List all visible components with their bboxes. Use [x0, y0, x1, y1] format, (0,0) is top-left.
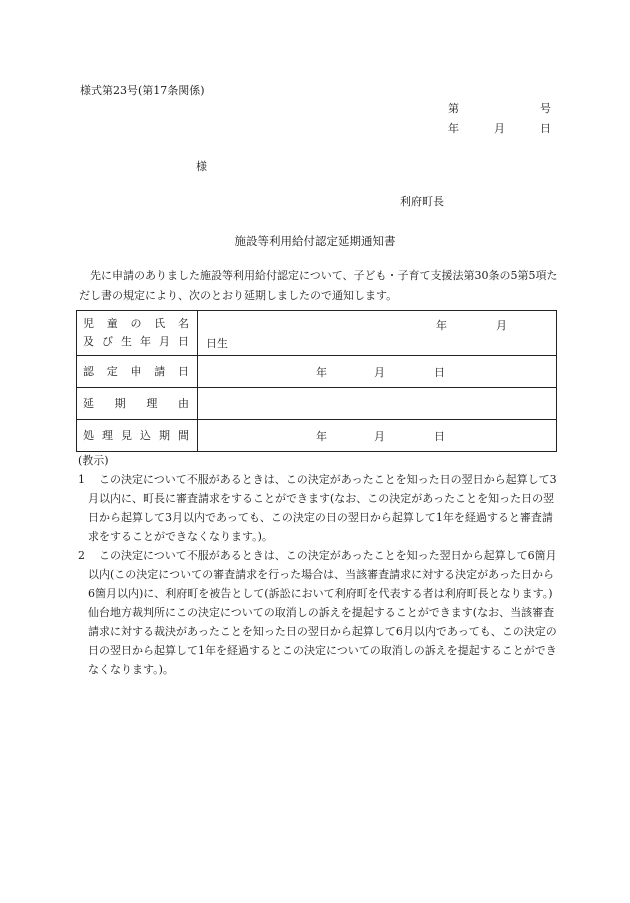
period-day-unit: 日	[434, 430, 445, 443]
period-month-unit: 月	[374, 430, 385, 443]
app-year-unit: 年	[316, 366, 327, 379]
application-date-field[interactable]	[198, 356, 557, 388]
doc-number-suffix: 号	[540, 102, 551, 115]
intro-text: 先に申請のありました施設等利用給付認定について、子ども・子育て支援法第30条の5第5項ただし書の規定により、次のとおり延期しましたので通知します。	[79, 269, 558, 302]
app-day-unit: 日	[434, 366, 445, 379]
note-item	[78, 546, 560, 679]
sender: 利府町長	[400, 195, 444, 208]
birth-month-unit: 月	[496, 319, 507, 332]
note-text: この決定について不服があるときは、この決定があったことを知った翌日から起算して6箇月以内(この決定についての審査請求を行った場合は、当該審査請求に対する決定があった日から6箇月以内)に、利府町を被告として(訴訟において利府町を代表する者は利府町長となります。)仙台地方裁判所にこの決定についての取消しの訴えを提起することができます(なお、当該審査請求に対する裁決があったことを知った日の翌日から起算して6月以内であっても、この決定の日の翌日から起算して1年を経過するとこの決定についての取消しの訴えを提起することができなくなります。)。	[88, 549, 557, 676]
period-year-unit: 年	[316, 430, 327, 443]
note-text: この決定について不服があるときは、この決定があったことを知った日の翌日から起算して3月以内に、町長に審査請求をすることができます(なお、この決定があったことを知った日の翌日から起算して3月以内であっても、この決定の日の翌日から起算して1年を経過すると審査請求をすることができなくなります。)。	[88, 473, 557, 543]
birth-year-unit: 年	[436, 319, 447, 332]
label-line: 児 童 の 氏 名	[83, 317, 189, 330]
label-application-date: 認 定 申 請 日	[77, 356, 198, 388]
issue-day: 日	[540, 122, 551, 135]
expected-period-field[interactable]	[198, 420, 557, 452]
label-reason: 延 期 理 由	[77, 388, 198, 420]
table-row-reason	[77, 388, 557, 420]
label-child-name-birth	[77, 311, 198, 356]
note-item	[78, 470, 560, 546]
doc-number-prefix: 第	[448, 102, 459, 115]
note-number: 2	[78, 549, 85, 562]
note-number: 1	[78, 473, 85, 486]
reason-field[interactable]	[198, 388, 557, 420]
app-month-unit: 月	[374, 366, 385, 379]
child-name-birth-field[interactable]	[198, 311, 557, 356]
table-row-application-date	[77, 356, 557, 388]
birth-day-unit: 日生	[206, 337, 228, 350]
document-title: 施設等利用給付認定延期通知書	[234, 234, 396, 248]
addressee: 様	[196, 160, 207, 173]
label-expected-period: 処 理 見 込 期 間	[77, 420, 198, 452]
details-table	[76, 310, 557, 452]
form-number: 様式第23号(第17条関係)	[80, 84, 205, 97]
issue-month: 月	[494, 122, 505, 135]
table-row-child	[77, 311, 557, 356]
issue-year: 年	[448, 122, 459, 135]
notes-heading: (教示)	[78, 454, 109, 467]
label-line: 及 び 生 年 月 日	[83, 335, 189, 348]
table-row-expected-period	[77, 420, 557, 452]
